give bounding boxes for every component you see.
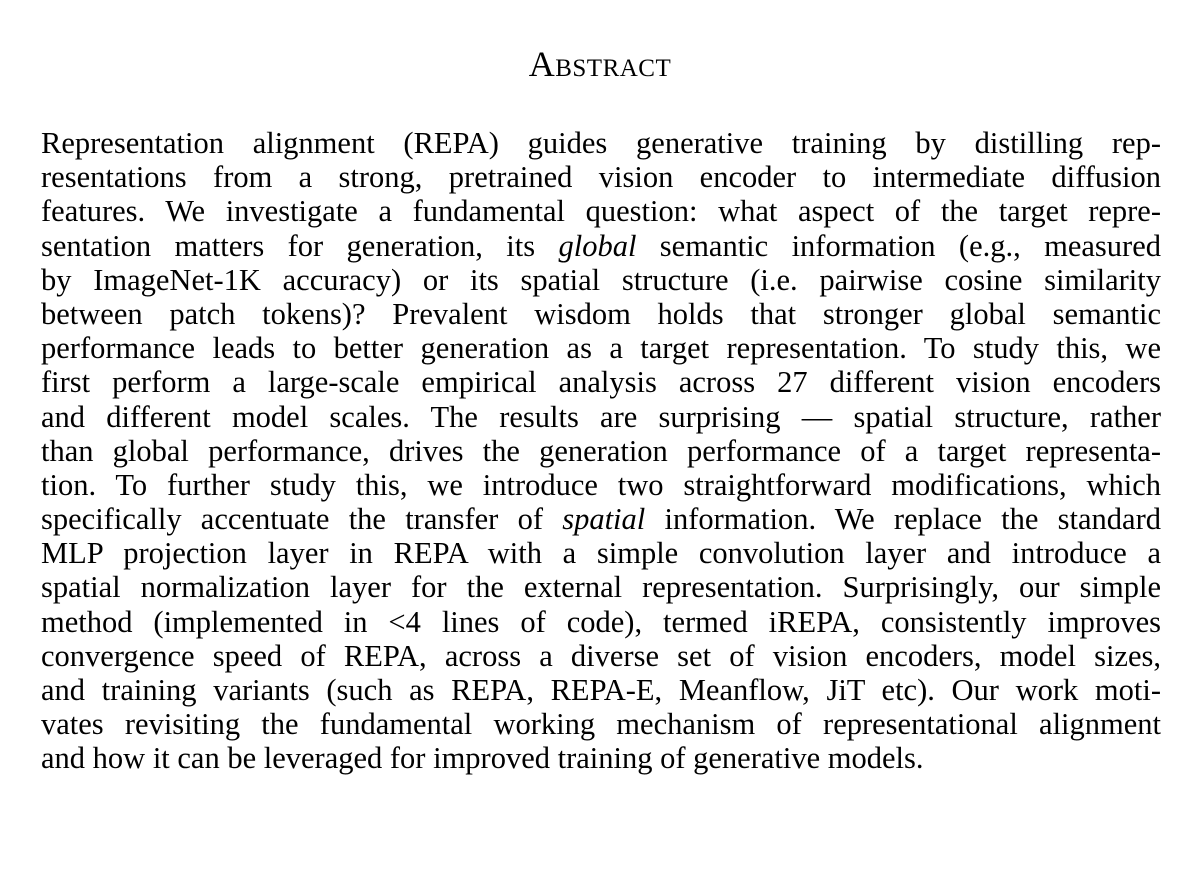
abstract-heading: Abstract <box>528 44 672 84</box>
abstract-line <box>41 639 1161 673</box>
line-text: semantic information (e.g., measured <box>636 228 1161 263</box>
abstract-body <box>41 126 1161 776</box>
line-text: information. We replace the standard <box>645 502 1161 537</box>
line-text: MLP projection layer in REPA with a simple convolution layer and introduce a <box>41 536 1161 571</box>
abstract-line <box>41 126 1161 160</box>
abstract-line <box>41 194 1161 228</box>
line-text: resentations from a strong, pretrained vision encoder to intermediate diffusion <box>41 160 1161 195</box>
abstract-line <box>41 707 1161 741</box>
emphasized-word: global <box>558 228 637 263</box>
abstract-line <box>41 400 1161 434</box>
abstract-line <box>41 502 1161 536</box>
line-text: first perform a large-scale empirical analysis across 27 different vision encoders <box>41 365 1161 400</box>
abstract-line <box>41 365 1161 399</box>
line-text: performance leads to better generation as a target representation. To study this, we <box>41 331 1161 366</box>
abstract-line <box>41 434 1161 468</box>
abstract-line <box>41 263 1161 297</box>
line-text: by ImageNet-1K accuracy) or its spatial structure (i.e. pairwise cosine similarity <box>41 262 1161 297</box>
line-text: and different model scales. The results are surprising — spatial structure, rather <box>41 399 1161 434</box>
abstract-line <box>41 331 1161 365</box>
abstract-line <box>41 673 1161 707</box>
line-text: spatial normalization layer for the external representation. Surprisingly, our simple <box>41 570 1161 605</box>
line-text: specifically accentuate the transfer of <box>41 502 563 537</box>
line-text: between patch tokens)? Prevalent wisdom holds that stronger global semantic <box>41 296 1161 331</box>
line-text: and how it can be leveraged for improved training of generative models. <box>41 741 924 776</box>
line-text: convergence speed of REPA, across a diverse set of vision encoders, model sizes, <box>41 638 1161 673</box>
line-text: method (implemented in <4 lines of code), termed iREPA, consistently improves <box>41 604 1161 639</box>
line-text: than global performance, drives the generation performance of a target representa- <box>41 433 1161 468</box>
emphasized-word: spatial <box>562 502 646 537</box>
abstract-line <box>41 570 1161 604</box>
abstract-line <box>41 297 1161 331</box>
abstract-line <box>41 536 1161 570</box>
line-text: and training variants (such as REPA, REPA-E, Meanflow, JiT etc). Our work moti- <box>41 673 1161 707</box>
line-text: sentation matters for generation, its <box>41 228 559 263</box>
line-text: features. We investigate a fundamental question: what aspect of the target repre- <box>41 194 1161 229</box>
line-text: tion. To further study this, we introduce two straightforward modifications, which <box>41 467 1161 502</box>
line-text: vates revisiting the fundamental working mechanism of representational alignment <box>41 707 1161 742</box>
abstract-line <box>41 468 1161 502</box>
abstract-line <box>41 160 1161 194</box>
abstract-line <box>41 229 1161 263</box>
abstract-line <box>41 741 1161 775</box>
line-text: Representation alignment (REPA) guides generative training by distilling rep- <box>41 126 1161 160</box>
abstract-line <box>41 605 1161 639</box>
